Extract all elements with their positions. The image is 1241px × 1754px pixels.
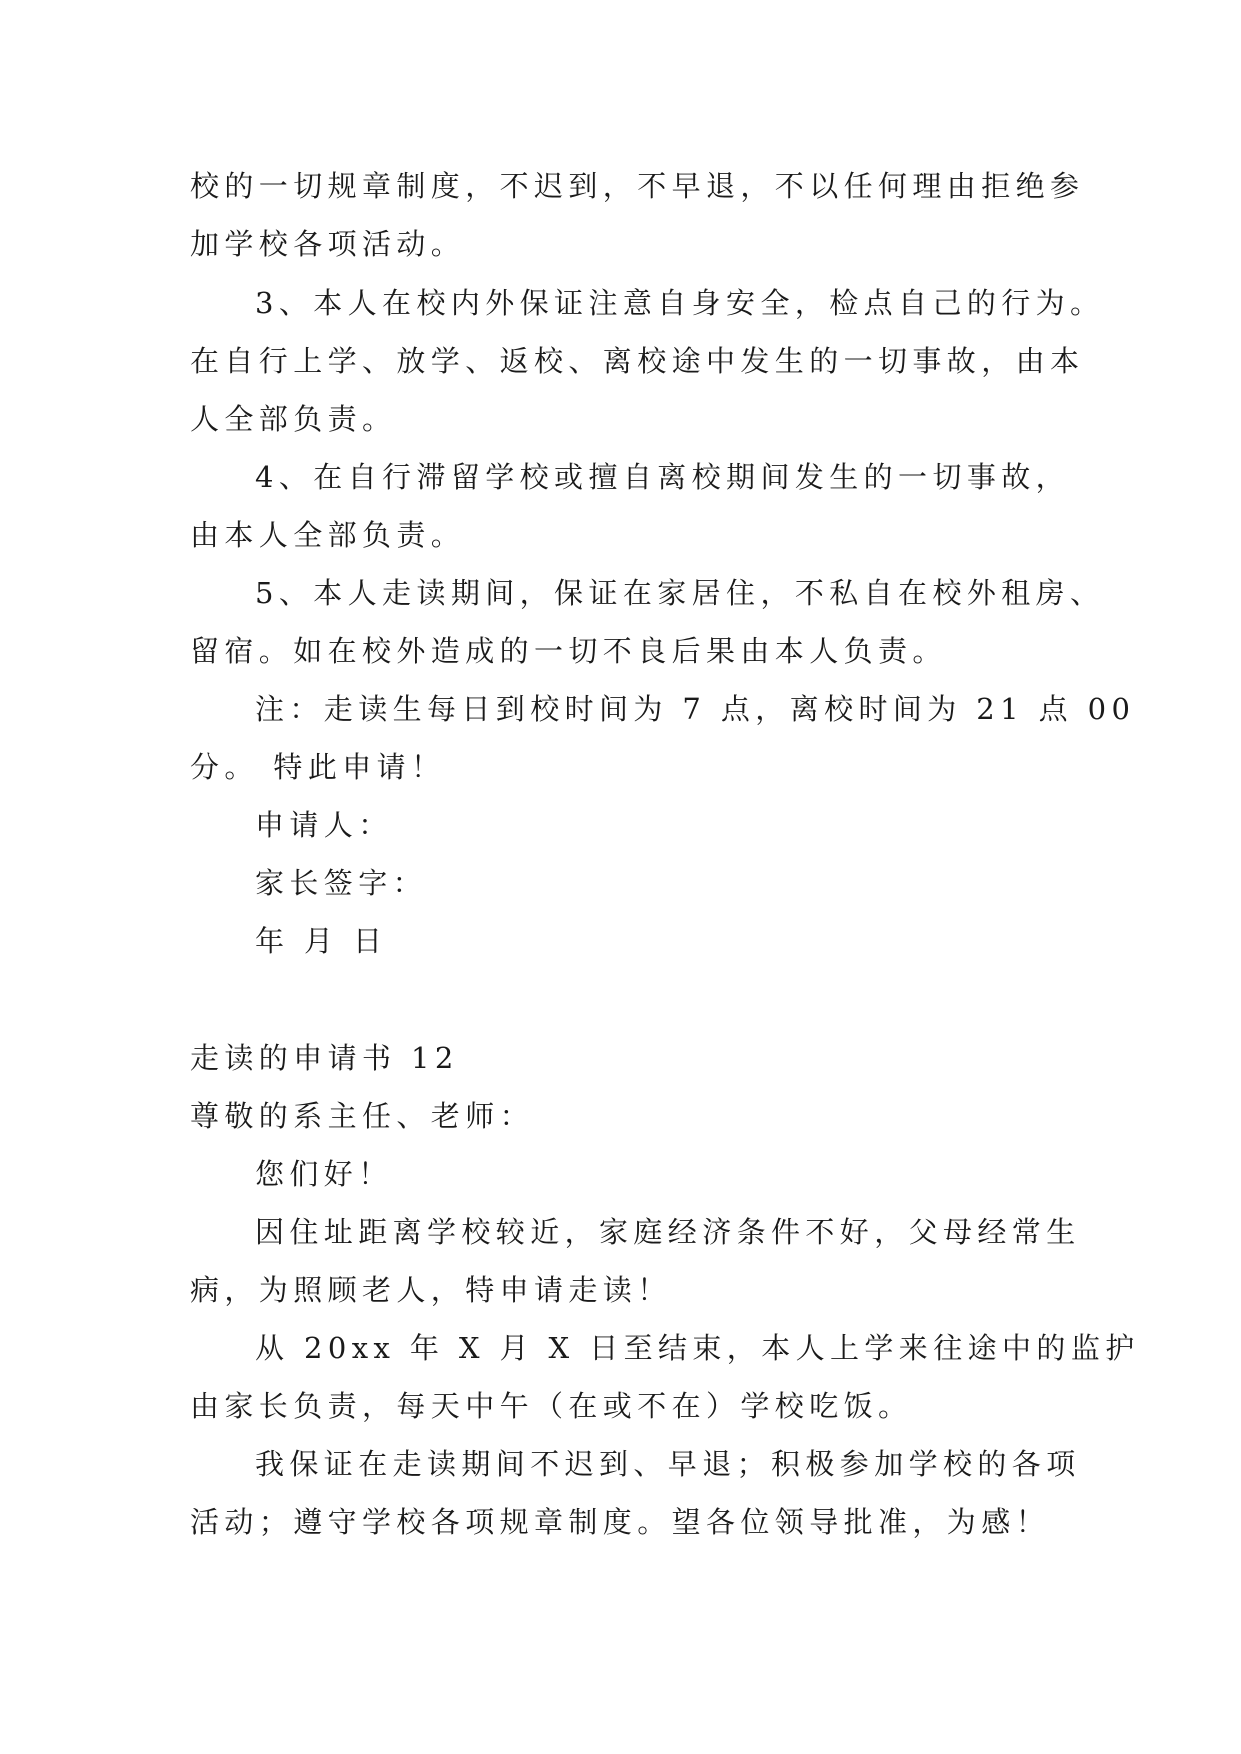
text-line: 3、本人在校内外保证注意自身安全，检点自己的行为。: [255, 286, 1105, 320]
applicant-line: 申请人：: [255, 808, 393, 842]
text-line: 活动；遵守学校各项规章制度。望各位领导批准，为感！: [190, 1505, 1051, 1539]
text-line: 人全部负责。: [190, 402, 397, 436]
parent-signature-line: 家长签字：: [255, 866, 428, 900]
greeting: 您们好！: [255, 1157, 393, 1191]
text-line: 由家长负责，每天中午（在或不在）学校吃饭。: [190, 1389, 913, 1423]
section-title: 走读的申请书 12: [190, 1041, 459, 1075]
text-line: 4、在自行滞留学校或擅自离校期间发生的一切事故，: [255, 460, 1071, 494]
text-line: 校的一切规章制度，不迟到，不早退，不以任何理由拒绝参: [190, 169, 1085, 203]
text-line: 5、本人走读期间，保证在家居住，不私自在校外租房、: [255, 576, 1105, 610]
text-line: 在自行上学、放学、返校、离校途中发生的一切事故，由本: [190, 344, 1085, 378]
text-line: 注：走读生每日到校时间为 7 点，离校时间为 21 点 00: [255, 692, 1136, 726]
salutation: 尊敬的系主任、老师：: [190, 1099, 535, 1133]
text-line: 因住址距离学校较近，家庭经济条件不好，父母经常生: [255, 1215, 1081, 1249]
text-line: 病，为照顾老人，特申请走读！: [190, 1273, 672, 1307]
text-line: 分。 特此申请！: [190, 750, 446, 784]
text-line: 由本人全部负责。: [190, 518, 466, 552]
text-line: 我保证在走读期间不迟到、早退；积极参加学校的各项: [255, 1447, 1081, 1481]
date-line: 年 月 日: [255, 924, 388, 958]
text-line: 加学校各项活动。: [190, 227, 466, 261]
text-line: 留宿。如在校外造成的一切不良后果由本人负责。: [190, 634, 947, 668]
text-line: 从 20xx 年 X 月 X 日至结束，本人上学来往途中的监护: [255, 1331, 1140, 1365]
